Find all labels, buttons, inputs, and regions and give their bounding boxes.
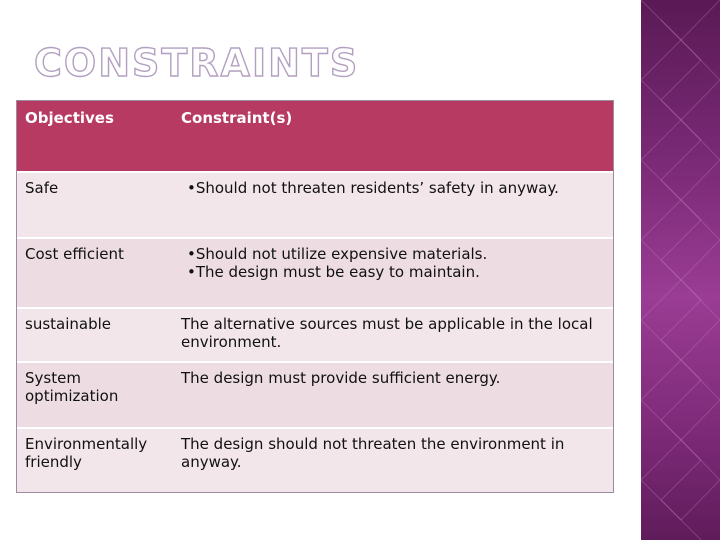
table-row (17, 362, 613, 428)
objective-cell: sustainable (17, 308, 173, 362)
constraint-cell (173, 308, 613, 362)
objective-cell: Cost efficient (17, 238, 173, 308)
objective-cell: Environmentally friendly (17, 428, 173, 492)
constraints-table-container (16, 100, 614, 493)
table-row (17, 238, 613, 308)
constraint-cell (173, 238, 613, 308)
constraint-line: •Should not threaten residents’ safety in anyway. (187, 179, 559, 197)
constraint-cell (173, 362, 613, 428)
constraint-line: •Should not utilize expensive materials. (187, 245, 488, 263)
table-header-row (17, 101, 613, 172)
table-row (17, 428, 613, 492)
constraint-line: •The design must be easy to maintain. (187, 263, 480, 281)
header-objectives: Objectives (17, 101, 173, 172)
constraint-cell (173, 172, 613, 238)
constraint-line: The alternative sources must be applicable in the local environment. (181, 315, 593, 351)
objective-cell: System optimization (17, 362, 173, 428)
table-row (17, 172, 613, 238)
diamond-pattern-graphic (641, 0, 720, 540)
constraints-table (17, 101, 613, 492)
constraint-line: The design must provide sufficient energy. (181, 369, 501, 387)
objective-cell: Safe (17, 172, 173, 238)
header-constraints: Constraint(s) (173, 101, 613, 172)
constraint-line: The design should not threaten the environment in anyway. (181, 435, 565, 471)
constraint-cell (173, 428, 613, 492)
decorative-side-panel (641, 0, 720, 540)
slide-title: CONSTRAINTS (34, 41, 360, 85)
table-row (17, 308, 613, 362)
